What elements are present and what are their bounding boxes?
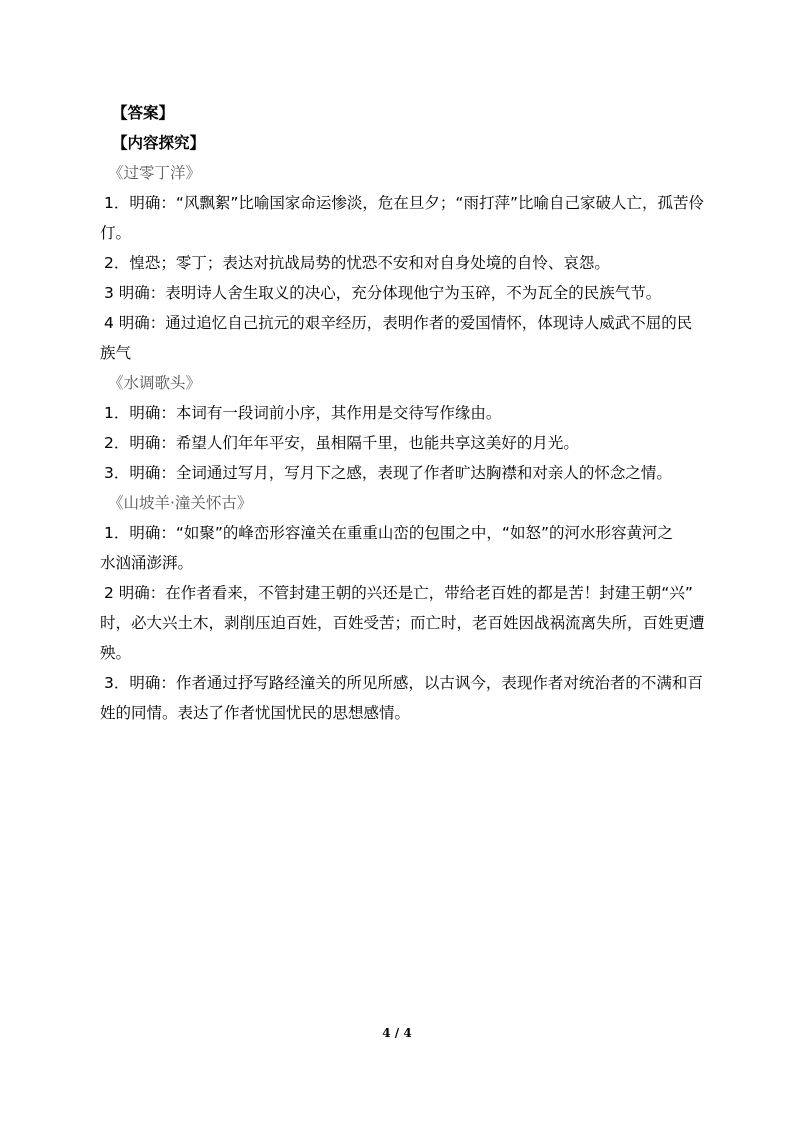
- answer-line: 仃。: [100, 224, 132, 242]
- answer-line: 2．惶恐；零丁；表达对抗战局势的忧恐不安和对自身处境的自怜、哀怨。: [104, 254, 610, 272]
- answer-line: 1．明确：“如聚”的峰峦形容潼关在重重山峦的包围之中，“如怒”的河水形容黄河之: [104, 524, 673, 542]
- answer-line: 3．明确：作者通过抒写路经潼关的所见所感，以古讽今，表现作者对统治者的不满和百: [104, 674, 703, 692]
- answer-line: 3 明确：表明诗人舍生取义的决心，充分体现他宁为玉碎，不为瓦全的民族气节。: [104, 284, 662, 302]
- answer-line: 2 明确：在作者看来，不管封建王朝的兴还是亡，带给老百姓的都是苦！封建王朝“兴”: [104, 584, 693, 602]
- answer-line: 2．明确：希望人们年年平安，虽相隔千里，也能共享这美好的月光。: [104, 434, 579, 452]
- answer-line: 族气: [100, 344, 132, 362]
- document-content: [100, 98, 724, 728]
- answer-line: 姓的同情。表达了作者忧国忧民的思想感情。: [100, 704, 411, 722]
- answer-line: 1．明确：“风飘絮”比喻国家命运惨淡，危在旦夕；“雨打萍”比喻自己家破人亡，孤苦伶: [104, 194, 704, 212]
- answer-line: 殃。: [100, 644, 132, 662]
- answer-line: 水汹涌澎湃。: [100, 554, 194, 572]
- answer-line: 3．明确：全词通过写月，写月下之感，表现了作者旷达胸襟和对亲人的怀念之情。: [104, 464, 672, 482]
- poem-title-shuidiaogetou: 《水调歌头》: [108, 374, 202, 392]
- poem-title-guolingdingyang: 《过零丁洋》: [108, 164, 202, 182]
- explore-heading: 【内容探究】: [112, 134, 206, 152]
- poem-title-shanpoyang: 《山坡羊·潼关怀古》: [108, 494, 253, 512]
- answer-heading: 【答案】: [112, 104, 175, 122]
- answer-line: 时，必大兴土木，剥削压迫百姓，百姓受苦；而亡时，老百姓因战祸流离失所，百姓更遭: [100, 614, 705, 632]
- page-number: 4 / 4: [382, 1026, 412, 1040]
- answer-line: 1．明确：本词有一段词前小序，其作用是交待写作缘由。: [104, 404, 502, 422]
- answer-line: 4 明确：通过追忆自己抗元的艰辛经历，表明作者的爱国情怀，体现诗人威武不屈的民: [104, 314, 693, 332]
